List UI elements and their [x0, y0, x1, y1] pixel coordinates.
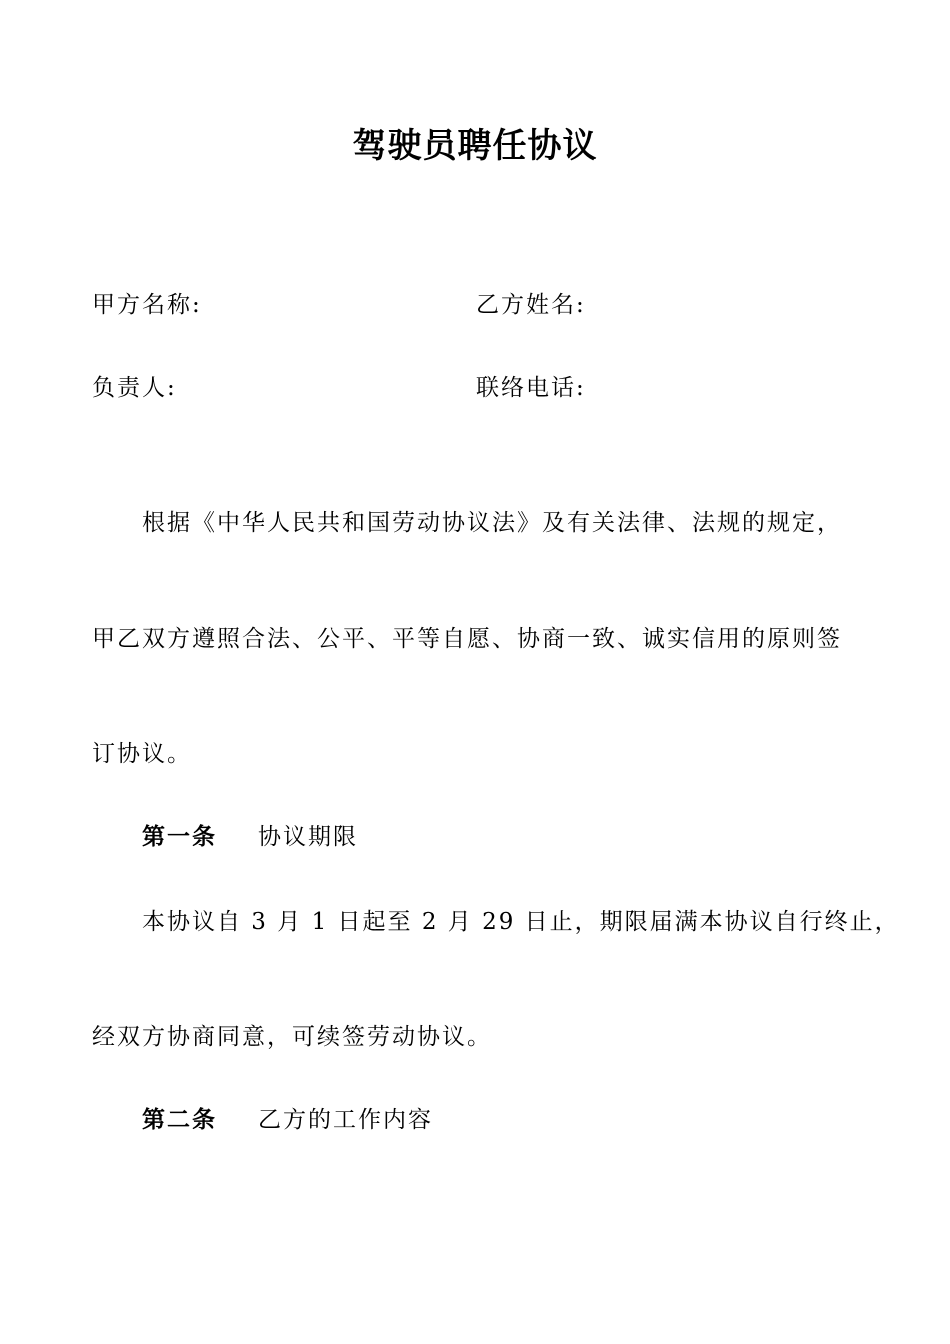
document-title: 驾驶员聘任协议 [352, 126, 598, 166]
article-1-body-line-2: 经双方协商同意，可续签劳动协议。 [92, 1024, 492, 1050]
party-b-name-label: 乙方姓名: [476, 292, 586, 318]
article-1-body-line-1: 本协议自 3 月 1 日起至 2 月 29 日止，期限届满本协议自行终止， [142, 909, 900, 935]
responsible-person-label: 负责人: [92, 375, 177, 401]
party-a-name-label: 甲方名称: [92, 292, 202, 318]
contact-phone-label: 联络电话: [476, 375, 586, 401]
article-1-heading [142, 822, 358, 852]
preamble-line-3: 订协议。 [92, 741, 192, 767]
article-1-title: 协议期限 [258, 824, 358, 850]
article-2-title: 乙方的工作内容 [258, 1107, 433, 1133]
article-2-heading [142, 1105, 433, 1135]
article-2-number: 第二条 [142, 1106, 217, 1133]
preamble-line-2: 甲乙双方遵照合法、公平、平等自愿、协商一致、诚实信用的原则签 [92, 626, 842, 652]
article-1-number: 第一条 [142, 823, 217, 850]
preamble-line-1: 根据《中华人民共和国劳动协议法》及有关法律、法规的规定， [142, 510, 842, 536]
